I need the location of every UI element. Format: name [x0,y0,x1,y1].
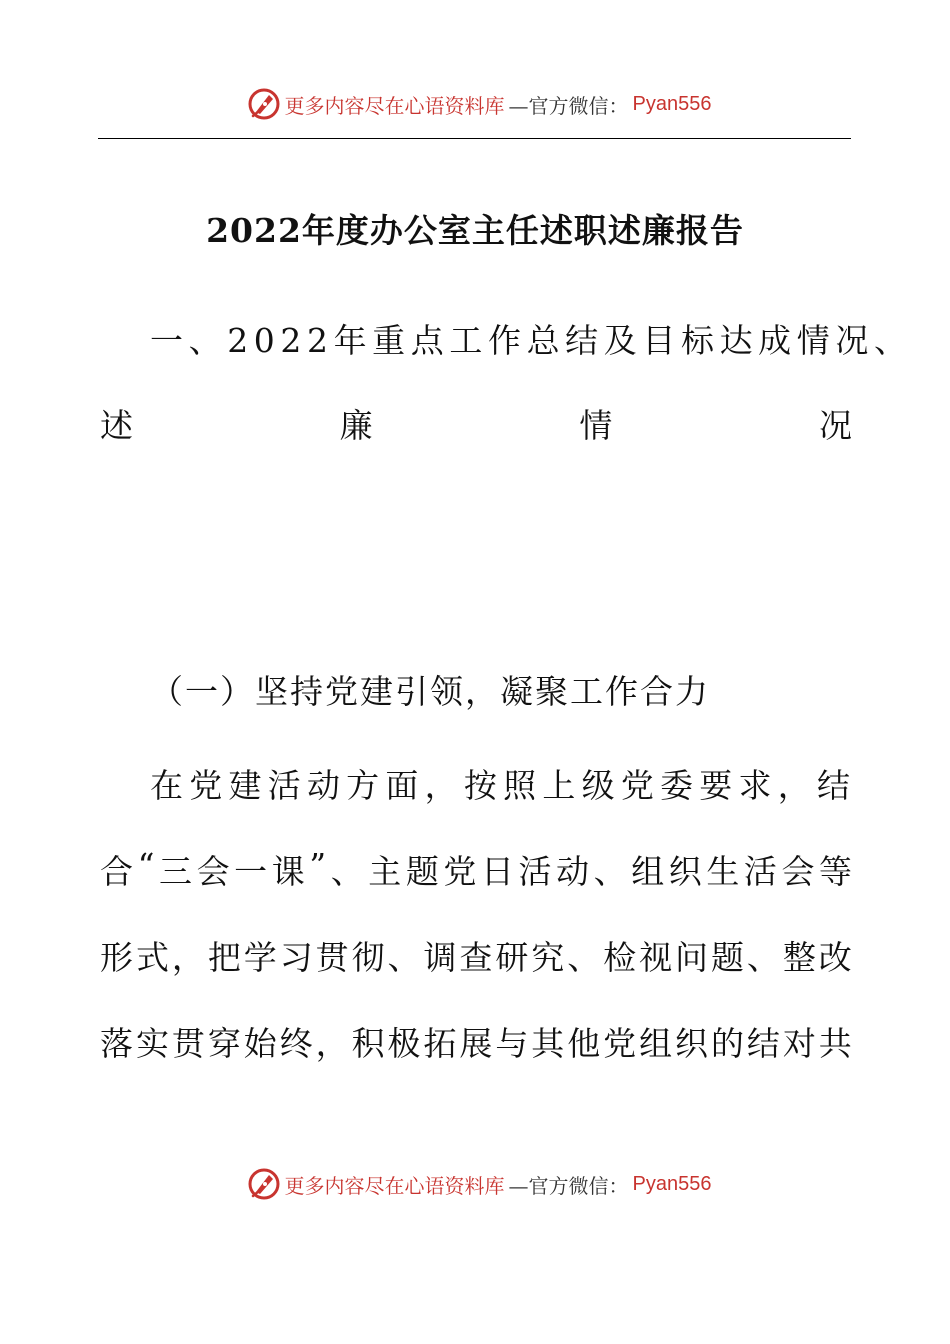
paragraph-char: 党 [620,766,654,805]
paragraph-char: 、 [567,938,601,977]
paragraph-char: 活 [743,852,777,891]
paragraph-char: 对 [782,1024,816,1063]
paragraph-char: 等 [819,852,852,891]
paragraph-char: 三 [159,852,192,891]
paragraph-line [100,1018,852,1065]
paragraph-char: 、 [330,852,364,891]
header-banner-content [239,87,712,121]
paragraph-line [100,932,852,979]
pen-nib-logo-icon [247,87,281,121]
paragraph-char: 题 [710,938,744,977]
paragraph-line [150,760,850,807]
paragraph-char: 结 [816,766,850,805]
heading-char: 廉 [339,406,373,445]
paragraph-char: 面 [385,766,419,805]
paragraph-char: 贯 [171,1024,205,1063]
section-heading: 一、2022年重点工作总结及目标达成情况、 [150,321,913,360]
paragraph-char: 生 [706,852,740,891]
paragraph-char: 习 [279,938,313,977]
heading-char: 情 [579,406,613,445]
paragraph-char: 终 [279,1024,313,1063]
paragraph-char: 究 [531,938,565,977]
paragraph-char: 动 [306,766,340,805]
heading-char: 况 [818,406,852,445]
paragraph-char: 拓 [423,1024,457,1063]
paragraph-char: ， [315,1024,349,1063]
paragraph-char: 方 [346,766,380,805]
paragraph-char: 调 [423,938,457,977]
paragraph-char: ， [777,766,811,805]
paragraph-char: 式 [135,938,169,977]
paragraph-char: 活 [267,766,301,805]
heading-char: 述 [100,406,133,445]
paragraph-char: 研 [495,938,529,977]
paragraph-char: 与 [495,1024,529,1063]
banner-wechat-label: —官方微信： [508,1173,629,1198]
paragraph-char: 他 [567,1024,601,1063]
paragraph-char: 主 [368,852,402,891]
paragraph-char: 改 [818,938,852,977]
paragraph-char: 、 [387,938,421,977]
header-banner [0,84,950,124]
paragraph-char: 落 [100,1024,133,1063]
paragraph-char: 形 [100,938,133,977]
paragraph-char: 在 [150,766,183,805]
paragraph-char: 动 [556,852,590,891]
paragraph-char: 的 [710,1024,744,1063]
footer-banner-content [239,1167,712,1201]
paragraph-char: 按 [463,766,497,805]
paragraph-char: 问 [675,938,708,977]
paragraph-char: 积 [351,1024,385,1063]
paragraph-char: 求 [738,766,772,805]
paragraph-char: 日 [480,852,514,891]
sub-heading: （一）坚持党建引领，凝聚工作合力 [150,672,710,711]
document-title: 2022年度办公室主任述职述廉报告 [206,211,744,250]
paragraph-char: 展 [459,1024,493,1063]
paragraph-char: 委 [660,766,694,805]
paragraph-char: 一 [234,852,268,891]
paragraph-char: 穿 [207,1024,241,1063]
paragraph-char: 共 [818,1024,852,1063]
paragraph-char: 、 [746,938,780,977]
footer-banner [0,1164,950,1204]
paragraph-char: 要 [699,766,733,805]
banner-wechat-label: —官方微信： [508,93,629,118]
paragraph-char: 贯 [315,938,349,977]
paragraph-char: 视 [639,938,673,977]
paragraph-char: 、 [593,852,627,891]
paragraph-char: 实 [135,1024,169,1063]
paragraph-line [100,846,852,893]
paragraph-char: 查 [459,938,493,977]
paragraph-char: 结 [746,1024,780,1063]
paragraph-char: 极 [387,1024,421,1063]
paragraph-char: 会 [196,852,230,891]
paragraph-char: 题 [405,852,439,891]
paragraph-char: 合 [100,852,133,891]
paragraph-char: ” [309,846,327,885]
paragraph-char: ， [171,938,205,977]
paragraph-char: 其 [531,1024,565,1063]
paragraph-char: 组 [639,1024,673,1063]
paragraph-char: 整 [782,938,816,977]
section-heading-continuation [100,400,852,447]
paragraph-char: 上 [542,766,576,805]
paragraph-char: 级 [581,766,615,805]
banner-wechat-id: Pyan556 [632,1172,712,1195]
banner-slogan: 更多内容尽在心语资料库 [284,93,505,118]
paragraph-char: 建 [228,766,262,805]
header-divider [98,138,851,139]
paragraph-char: 会 [781,852,815,891]
paragraph-char: 课 [271,852,305,891]
paragraph-char: 组 [631,852,665,891]
paragraph-char: “ [137,846,155,885]
paragraph-char: 照 [503,766,537,805]
banner-slogan: 更多内容尽在心语资料库 [284,1173,505,1198]
paragraph-char: 检 [603,938,637,977]
paragraph-char: 始 [243,1024,277,1063]
paragraph-char: 彻 [351,938,385,977]
paragraph-char: 织 [675,1024,708,1063]
paragraph-char: ， [424,766,458,805]
paragraph-char: 织 [668,852,702,891]
banner-wechat-id: Pyan556 [632,92,712,115]
paragraph-char: 活 [518,852,552,891]
pen-nib-logo-icon [247,1167,281,1201]
paragraph-char: 党 [189,766,223,805]
paragraph-char: 党 [443,852,477,891]
paragraph-char: 把 [207,938,241,977]
paragraph-char: 党 [603,1024,637,1063]
paragraph-char: 学 [243,938,277,977]
